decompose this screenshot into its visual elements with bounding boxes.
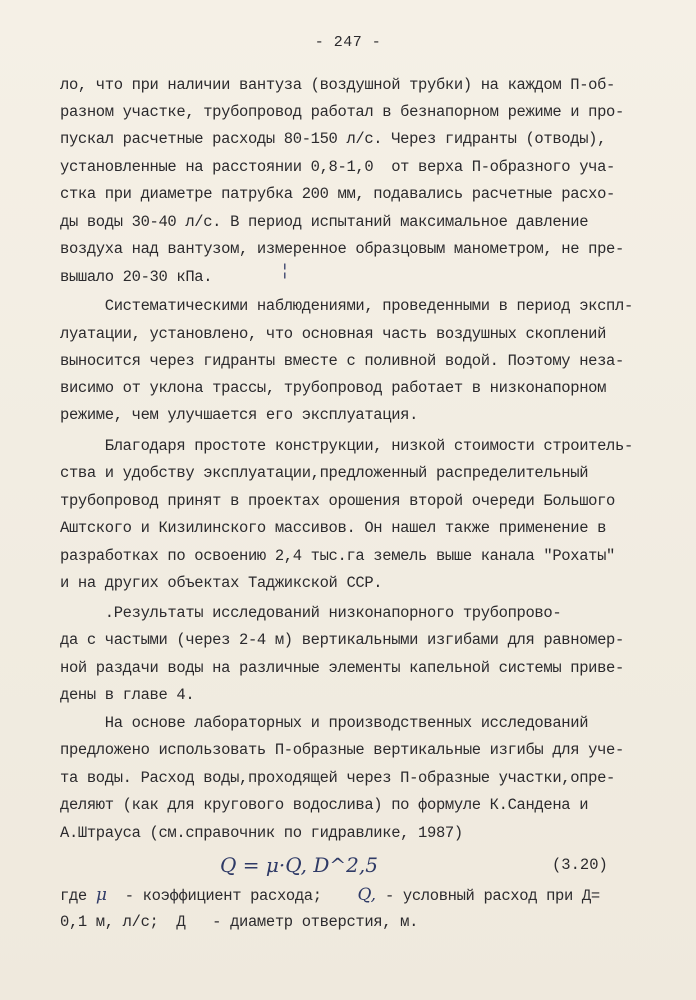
text-line: вышало 20-30 кПа. bbox=[60, 268, 213, 286]
text-line: воздуха над вантузом, измеренное образцовым манометром, не пре- bbox=[60, 240, 624, 258]
text-line: разработках по освоению 2,4 тыс.га земель выше канала "Рохаты" bbox=[60, 547, 615, 565]
where-text: - коэффициент расхода; bbox=[106, 887, 358, 905]
text-line: предложено использовать П-образные вертикальные изгибы для уче- bbox=[60, 741, 624, 759]
where-prefix: где bbox=[60, 887, 96, 905]
text-line: ства и удобству эксплуатации,предложенный распределительный bbox=[60, 464, 589, 482]
text-line: трубопровод принят в проектах орошения второй очереди Большого bbox=[60, 492, 615, 510]
last-line: 0,1 м, л/с; Д - диаметр отверстия, м. bbox=[60, 913, 419, 931]
text-line: пускал расчетные расходы 80-150 л/с. Через гидранты (отводы), bbox=[60, 130, 607, 148]
formula: Q = μ·Q, D^2,5 bbox=[220, 853, 378, 877]
text-line: А.Штрауса (см.справочник по гидравлике, 1987) bbox=[60, 824, 463, 842]
text-line: разном участке, трубопровод работал в безнапорном режиме и про- bbox=[60, 103, 624, 121]
text-line: Аштского и Кизилинского массивов. Он нашел также применение в bbox=[60, 519, 607, 537]
text-line: установленные на расстоянии 0,8-1,0 от верха П-образного уча- bbox=[60, 158, 615, 176]
text-line: луатации, установлено, что основная часть воздушных скоплений bbox=[60, 325, 607, 343]
text-line: Систематическими наблюдениями, проведенными в период экспл- bbox=[60, 297, 633, 315]
text-line: да с частыми (через 2-4 м) вертикальными изгибами для равномер- bbox=[60, 631, 624, 649]
equation-number: (3.20) bbox=[552, 856, 608, 874]
mu-symbol: μ bbox=[95, 885, 107, 905]
where-line bbox=[60, 885, 600, 905]
text-line: выносится через гидранты вместе с поливной водой. Поэтому неза- bbox=[60, 352, 624, 370]
text-line: Благодаря простоте конструкции, низкой стоимости строитель- bbox=[60, 437, 633, 455]
text-line: та воды. Расход воды,проходящей через П-образные участки,опре- bbox=[60, 769, 615, 787]
text-line: дены в главе 4. bbox=[60, 686, 195, 704]
where-rest: - условный расход при Д= bbox=[376, 887, 600, 905]
text-line: стка при диаметре патрубка 200 мм, подавались расчетные расхо- bbox=[60, 185, 615, 203]
pen-mark: ¦ bbox=[280, 262, 290, 280]
text-line: и на других объектах Таджикской ССР. bbox=[60, 574, 383, 592]
text-line: висимо от уклона трассы, трубопровод работает в низконапорном bbox=[60, 379, 607, 397]
text-line: ды воды 30-40 л/с. В период испытаний максимальное давление bbox=[60, 213, 589, 231]
text-line: .Результаты исследований низконапорного трубопрово- bbox=[60, 604, 562, 622]
text-line: деляют (как для кругового водослива) по формуле К.Сандена и bbox=[60, 796, 589, 814]
text-line: режиме, чем улучшается его эксплуатация. bbox=[60, 406, 419, 424]
q-symbol: Q, bbox=[357, 885, 377, 905]
page-number: - 247 - bbox=[314, 34, 382, 51]
text-line: ной раздачи воды на различные элементы капельной системы приве- bbox=[60, 659, 624, 677]
text-line: ло, что при наличии вантуза (воздушной трубки) на каждом П-об- bbox=[60, 76, 615, 94]
text-line: На основе лабораторных и производственных исследований bbox=[60, 714, 589, 732]
